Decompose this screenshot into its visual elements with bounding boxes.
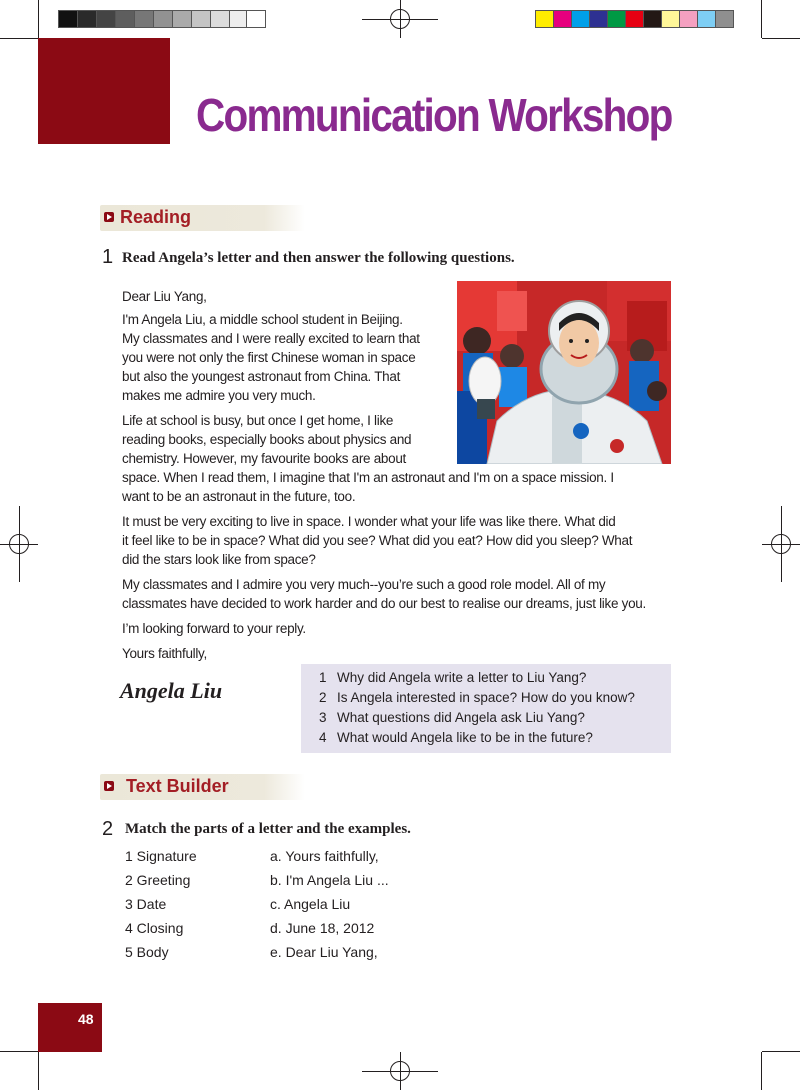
color-swatch xyxy=(715,10,734,28)
letter-line: space. When I read them, I imagine that I'm an astronaut and I'm on a space mission. I xyxy=(122,470,614,485)
question-number: 2 xyxy=(102,818,114,840)
question-item-number: 2 xyxy=(319,690,327,705)
letter-line: reading books, especially books about physics and xyxy=(122,432,412,447)
example-item: b. I'm Angela Liu ... xyxy=(270,872,389,888)
gray-swatch xyxy=(153,10,173,28)
gray-swatch xyxy=(115,10,135,28)
question-item-number: 3 xyxy=(319,710,327,725)
gray-swatch xyxy=(96,10,116,28)
astronaut-photo xyxy=(457,281,671,464)
crop-mark xyxy=(761,1052,762,1090)
question-instruction: Read Angela’s letter and then answer the following questions. xyxy=(122,250,515,266)
question-item xyxy=(319,690,635,705)
page-number: 48 xyxy=(78,1011,94,1027)
letter-part-item: 5 Body xyxy=(125,944,169,960)
letter-greeting: Dear Liu Yang, xyxy=(122,289,207,304)
example-item: c. Angela Liu xyxy=(270,896,351,912)
example-item: e. Dear Liu Yang, xyxy=(270,944,378,960)
crop-mark xyxy=(38,1052,39,1090)
question-instruction: Match the parts of a letter and the examples. xyxy=(125,821,411,837)
astronaut-photo-illustration xyxy=(457,281,671,464)
crop-mark xyxy=(761,0,762,38)
letter-line: It must be very exciting to live in space. I wonder what your life was like there. What did xyxy=(122,514,616,529)
question-item-text: Why did Angela write a letter to Liu Yang? xyxy=(337,670,587,685)
registration-mark-line xyxy=(19,506,20,582)
example-item: a. Yours faithfully, xyxy=(270,848,379,864)
letter-line: want to be an astronaut in the future, too. xyxy=(122,489,356,504)
letter-line: classmates have decided to work harder and do our best to realise our dreams, just like you. xyxy=(122,596,646,611)
crop-mark xyxy=(0,38,38,39)
question-item xyxy=(319,710,585,725)
title-color-block xyxy=(38,38,170,144)
letter-paragraph xyxy=(122,575,672,613)
registration-mark-line xyxy=(400,0,401,38)
color-swatch xyxy=(553,10,572,28)
crop-mark xyxy=(38,0,39,38)
gray-swatch xyxy=(210,10,230,28)
reading-section-header xyxy=(100,205,305,231)
color-swatch xyxy=(697,10,716,28)
question-item xyxy=(319,670,586,685)
comprehension-questions-box xyxy=(301,664,671,753)
text-builder-section-header xyxy=(100,774,305,800)
letter-line: My classmates and I were really excited to learn that xyxy=(122,331,420,346)
letter-part-item: 3 Date xyxy=(125,896,167,912)
question-item-text: What questions did Angela ask Liu Yang? xyxy=(337,710,585,725)
letter-line: you were not only the first Chinese woman in space xyxy=(122,350,416,365)
question-number: 1 xyxy=(102,246,114,268)
question-item-text: Is Angela interested in space? How do you know? xyxy=(337,690,635,705)
crop-mark xyxy=(0,1051,38,1052)
letter-part-item: 4 Closing xyxy=(125,920,184,936)
color-swatch xyxy=(607,10,626,28)
letter-line: Life at school is busy, but once I get home, I like xyxy=(122,413,394,428)
question-item-text: What would Angela like to be in the future? xyxy=(337,730,593,745)
gray-swatch xyxy=(172,10,192,28)
letter-line: makes me admire you very much. xyxy=(122,388,316,403)
letter-paragraph xyxy=(122,512,672,569)
letter-line: chemistry. However, my favourite books are about xyxy=(122,451,406,466)
registration-mark-line xyxy=(400,1052,401,1090)
question-item-number: 4 xyxy=(319,730,327,745)
color-swatch xyxy=(589,10,608,28)
color-swatch xyxy=(643,10,662,28)
letter-line: I'm Angela Liu, a middle school student in Beijing. xyxy=(122,312,403,327)
gray-swatch xyxy=(229,10,247,28)
registration-mark-line xyxy=(781,506,782,582)
letter-paragraph: I’m looking forward to your reply. xyxy=(122,621,306,636)
letter-part-item: 2 Greeting xyxy=(125,872,191,888)
example-item: d. June 18, 2012 xyxy=(270,920,375,936)
letter-line: My classmates and I admire you very much--you’re such a good role model. All of my xyxy=(122,577,606,592)
section-label: Reading xyxy=(120,207,192,227)
crop-mark xyxy=(762,38,800,39)
crop-mark xyxy=(762,1051,800,1052)
letter-part-item: 1 Signature xyxy=(125,848,197,864)
color-swatch xyxy=(679,10,698,28)
play-bullet-icon xyxy=(104,781,114,791)
color-swatch xyxy=(571,10,590,28)
letter-line: it feel like to be in space? What did you see? What did you eat? How did you sleep? What xyxy=(122,533,633,548)
color-swatch xyxy=(535,10,554,28)
letter-closing: Yours faithfully, xyxy=(122,646,207,661)
gray-swatch xyxy=(77,10,97,28)
page-title: Communication Workshop xyxy=(196,89,672,141)
play-bullet-icon xyxy=(104,212,114,222)
color-swatch xyxy=(625,10,644,28)
gray-swatch xyxy=(58,10,78,28)
question-item xyxy=(319,730,593,745)
color-swatch xyxy=(661,10,680,28)
gray-swatch xyxy=(246,10,266,28)
letter-line: but also the youngest astronaut from China. That xyxy=(122,369,401,384)
signature: Angela Liu xyxy=(120,678,223,703)
gray-swatch xyxy=(134,10,154,28)
gray-swatch xyxy=(191,10,211,28)
letter-line: did the stars look like from space? xyxy=(122,552,316,567)
page-number-block xyxy=(38,1003,102,1052)
section-label: Text Builder xyxy=(126,776,229,796)
question-item-number: 1 xyxy=(319,670,327,685)
